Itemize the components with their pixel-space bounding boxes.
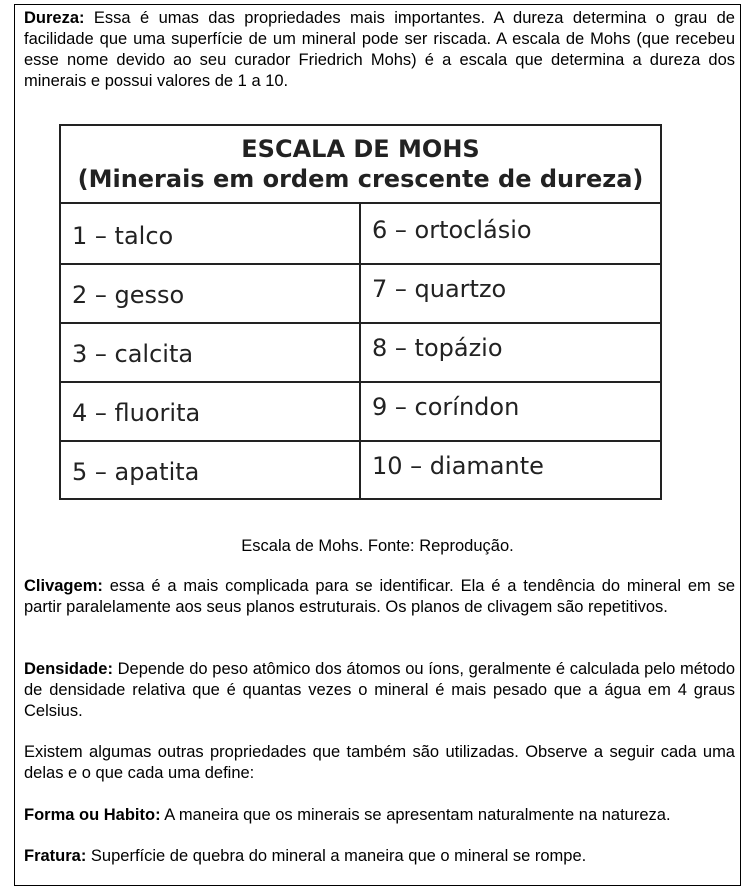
dureza-text: Essa é umas das propriedades mais importantes. A dureza determina o grau de facilidade que uma superfície de um mineral pode ser riscada. A escala de Mohs (que recebeu esse nome devido ao seu curador Friedrich Mohs) é a escala que determina a dureza dos minerais e possui valores de 1 a 10. [24, 9, 735, 90]
densidade-paragraph [24, 659, 735, 722]
forma-paragraph [24, 805, 735, 826]
mohs-cell: 10 – diamante [372, 452, 544, 480]
densidade-term: Densidade: [24, 660, 113, 678]
densidade-text: Depende do peso atômico dos átomos ou íons, geralmente é calculada pelo método de densidade relativa que é quantas vezes o mineral é mais pesado que a água em 4 graus Celsius. [24, 660, 735, 720]
mohs-cell: 9 – coríndon [372, 393, 520, 421]
forma-term: Forma ou Habito: [24, 806, 161, 824]
row-divider [61, 381, 660, 383]
mohs-cell: 1 – talco [72, 222, 174, 250]
forma-text: A maneira que os minerais se apresentam naturalmente na natureza. [160, 806, 671, 824]
fratura-term: Fratura: [24, 847, 87, 865]
mohs-cell: 2 – gesso [72, 281, 185, 309]
mohs-table-title: ESCALA DE MOHS [241, 135, 480, 163]
clivagem-term: Clivagem: [24, 577, 103, 595]
fratura-paragraph [24, 846, 735, 867]
mohs-cell: 8 – topázio [372, 334, 503, 362]
mohs-table-header [61, 126, 660, 204]
clivagem-paragraph [24, 576, 735, 618]
dureza-paragraph [24, 8, 735, 92]
mohs-cell: 6 – ortoclásio [372, 216, 532, 244]
mohs-table-subtitle: (Minerais em ordem crescente de dureza) [77, 165, 644, 193]
mohs-cell: 4 – fluorita [72, 399, 201, 427]
outras-paragraph: Existem algumas outras propriedades que também são utilizadas. Observe a seguir cada uma delas e o que cada uma define: [24, 743, 735, 782]
mohs-cell: 7 – quartzo [372, 275, 507, 303]
dureza-term: Dureza: [24, 9, 85, 27]
fratura-text: Superfície de quebra do mineral a maneira que o mineral se rompe. [86, 847, 587, 865]
mohs-scale-table [59, 124, 662, 500]
row-divider [61, 263, 660, 265]
clivagem-text: essa é a mais complicada para se identificar. Ela é a tendência do mineral em se partir paralelamente aos seus planos estruturais. Os planos de clivagem são repetitivos. [24, 577, 735, 616]
figure-caption: Escala de Mohs. Fonte: Reprodução. [241, 537, 514, 555]
row-divider [61, 322, 660, 324]
row-divider [61, 440, 660, 442]
mohs-cell: 5 – apatita [72, 458, 200, 486]
mohs-cell: 3 – calcita [72, 340, 194, 368]
